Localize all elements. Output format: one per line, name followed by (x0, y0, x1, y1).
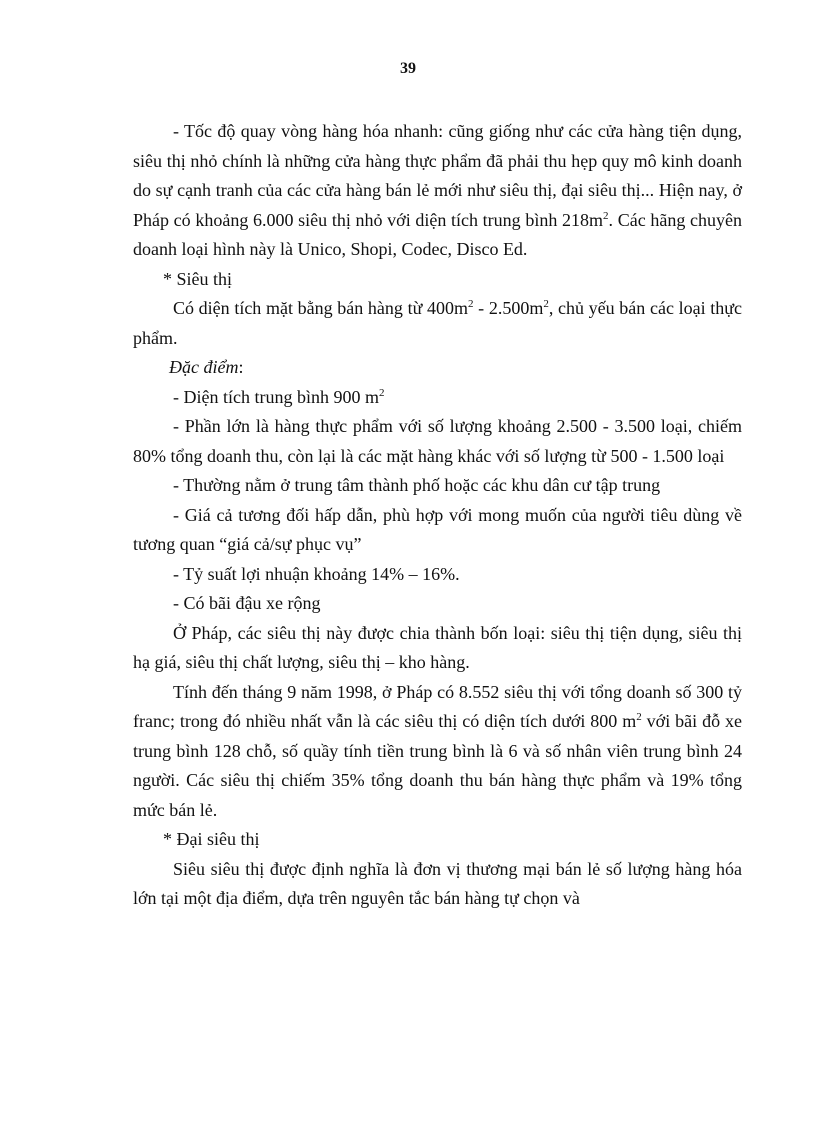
section-heading-hypermarket: * Đại siêu thị (163, 829, 260, 849)
paragraph-text: - 2.500m (473, 298, 544, 318)
bullet-profit-margin: - Tỷ suất lợi nhuận khoảng 14% – 16%. (173, 563, 460, 584)
paragraph-text: - Tốc độ quay vòng hàng hóa nhanh: cũng giống như các cửa hàng tiện dụng, siêu thị nhỏ chính là những cửa hàng thực phẩm đã phải thu hẹp quy mô kinh doanh do sự cạnh tranh của các cửa hàng bán lẻ mới như siêu thị, đại siêu thị... Hiện nay, ở Pháp có khoảng 6.000 siêu thị nhỏ với diện tích trung bình 218m (133, 121, 742, 230)
paragraph-statistics-1998 (133, 678, 742, 826)
superscript: 2 (378, 386, 385, 399)
paragraph-text: . Các hãng chuyên doanh loại hình này là Unico, Shopi, Codec, Disco Ed. (133, 209, 742, 259)
bullet-pricing: - Giá cả tương đối hấp dẫn, phù hợp với mong muốn của người tiêu dùng về tương quan “giá cả/sự phục vụ” (133, 504, 742, 554)
subheading-characteristics (133, 353, 742, 383)
superscript: 2 (636, 711, 642, 723)
paragraph-supermarket-area (133, 294, 742, 353)
bullet-text: - Diện tích trung bình 900 m (173, 386, 379, 407)
subheading-colon: : (238, 357, 244, 377)
bullet-product-mix: - Phần lớn là hàng thực phẩm với số lượng khoảng 2.500 - 3.500 loại, chiếm 80% tổng doanh thu, còn lại là các mặt hàng khác với số lượng từ 500 - 1.500 loại (133, 416, 742, 466)
paragraph-text: Có diện tích mặt bằng bán hàng từ 400m (173, 298, 469, 318)
paragraph-store-turnover (133, 117, 742, 265)
paragraph-text: , chủ yếu bán các loại thực phẩm. (133, 298, 742, 348)
superscript: 2 (543, 298, 549, 310)
bullet-parking: - Có bãi đậu xe rộng (173, 593, 321, 613)
bullet-average-area (133, 383, 742, 413)
paragraph-text: với bãi đỗ xe trung bình 128 chỗ, số quầy tính tiền trung bình là 6 và số nhân viên trung bình 24 người. Các siêu thị chiếm 35% tổng doanh thu bán hàng thực phẩm và 19% tổng mức bán lẻ. (133, 711, 742, 820)
section-heading-supermarket: * Siêu thị (163, 268, 233, 289)
superscript: 2 (603, 209, 609, 222)
superscript: 2 (468, 298, 474, 310)
paragraph-text: Tính đến tháng 9 năm 1998, ở Pháp có 8.552 siêu thị với tổng doanh số 300 tỷ franc; trong đó nhiều nhất vẫn là các siêu thị có diện tích dưới 800 m (133, 681, 742, 731)
subheading-text: Đặc điểm (169, 357, 239, 377)
bullet-location: - Thường nằm ở trung tâm thành phố hoặc các khu dân cư tập trung (173, 475, 661, 495)
paragraph-types-france: Ở Pháp, các siêu thị này được chia thành bốn loại: siêu thị tiện dụng, siêu thị hạ giá, siêu thị chất lượng, siêu thị – kho hàng. (133, 622, 742, 672)
paragraph-hypermarket-definition: Siêu siêu thị được định nghĩa là đơn vị thương mại bán lẻ số lượng hàng hóa lớn tại một địa điểm, dựa trên nguyên tắc bán hàng tự chọn và (133, 858, 742, 908)
page-number: 39 (400, 60, 416, 77)
page-body (133, 117, 742, 914)
